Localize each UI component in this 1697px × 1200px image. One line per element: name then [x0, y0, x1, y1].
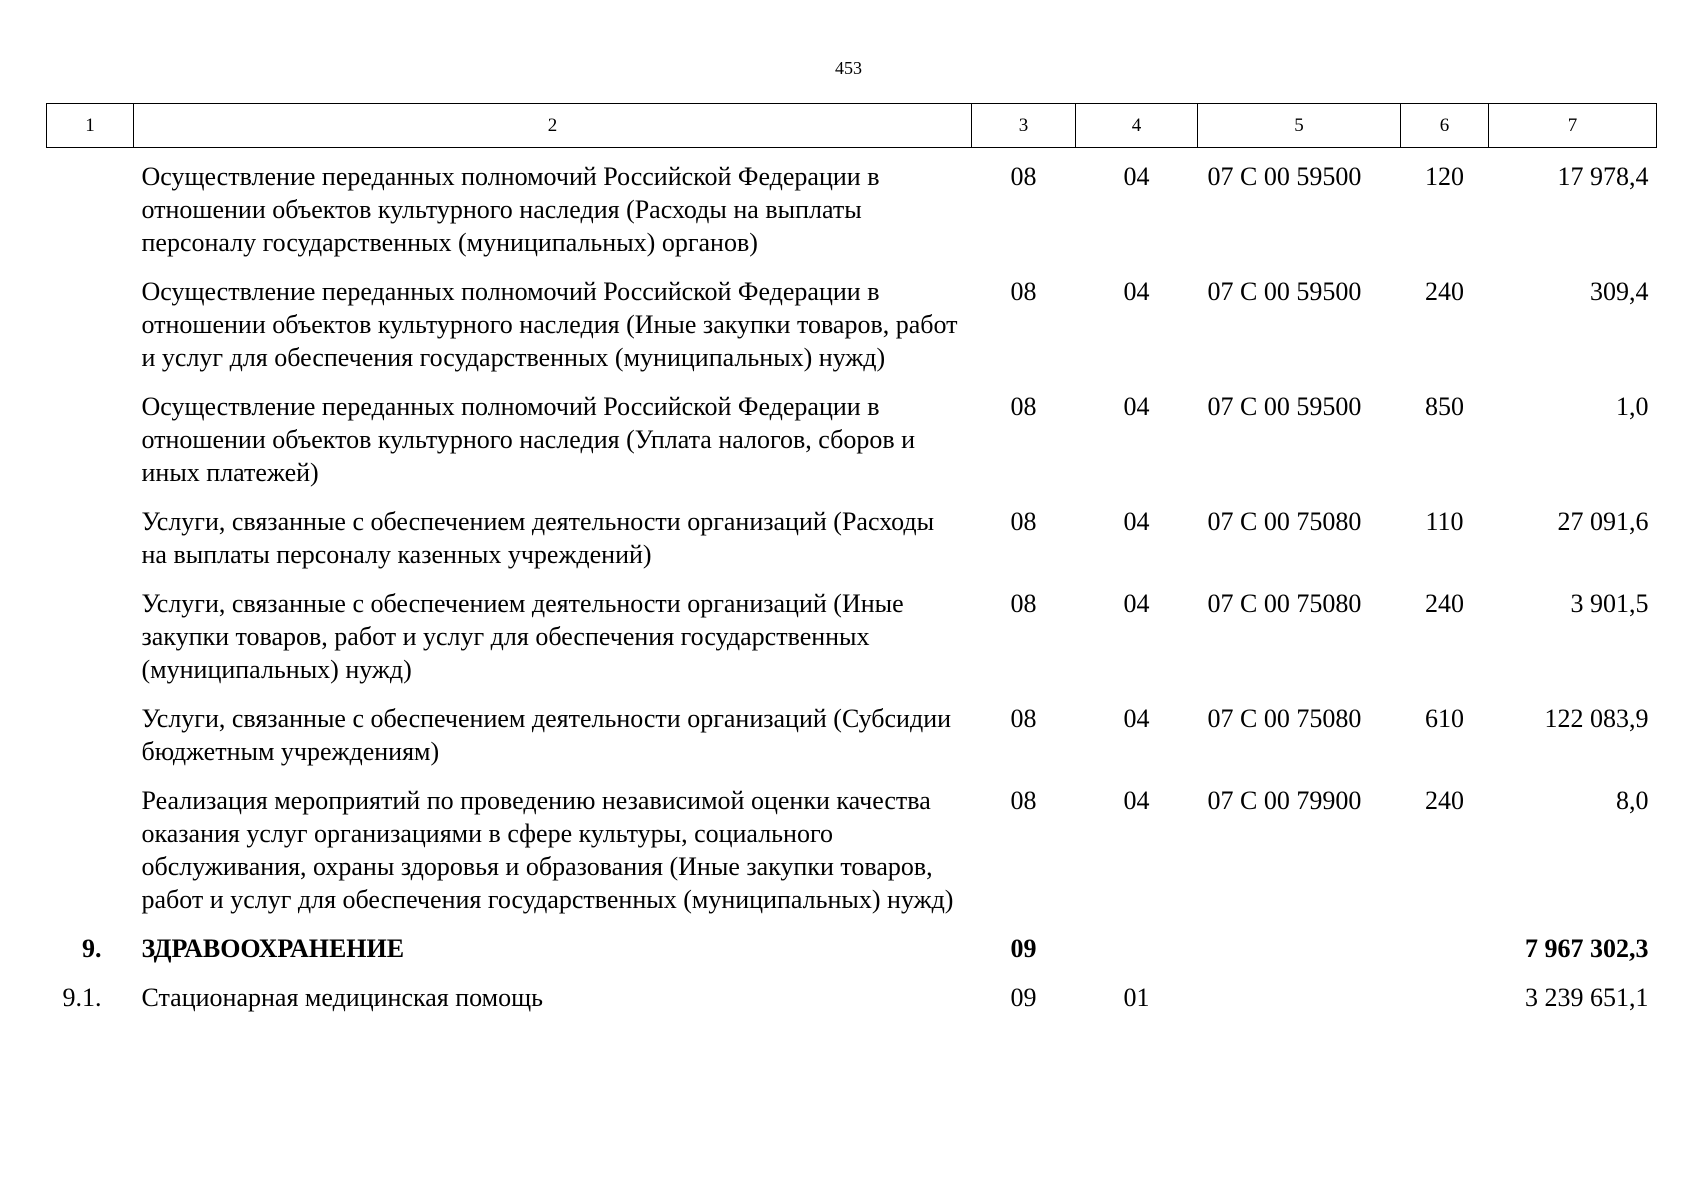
row-number [47, 778, 134, 926]
row-expense-type: 110 [1425, 507, 1464, 536]
row-expense-type: 240 [1425, 277, 1464, 306]
row-expense-type [1401, 926, 1489, 975]
row-subsection: 04 [1123, 162, 1150, 191]
row-name: ЗДРАВООХРАНЕНИЕ [141, 934, 405, 963]
table-row [47, 148, 1657, 270]
row-amount: 3 901,5 [1570, 589, 1649, 618]
row-section: 08 [1010, 507, 1037, 536]
row-subsection: 04 [1123, 392, 1150, 421]
row-expense-type: 120 [1425, 162, 1464, 191]
row-amount: 3 239 651,1 [1525, 983, 1649, 1012]
row-amount: 17 978,4 [1557, 162, 1649, 191]
row-name: Осуществление переданных полномочий Российской Федерации в отношении объектов культурного наследия (Уплата налогов, сборов и иных платежей) [141, 392, 916, 487]
header-col-1: 1 [47, 104, 134, 148]
table-row [47, 269, 1657, 384]
row-number: 9. [82, 934, 102, 963]
header-col-5: 5 [1198, 104, 1401, 148]
row-subsection: 04 [1123, 507, 1150, 536]
row-amount: 8,0 [1616, 786, 1649, 815]
row-section: 08 [1010, 277, 1037, 306]
row-expense-type [1401, 975, 1489, 1024]
row-name: Услуги, связанные с обеспечением деятельности организаций (Расходы на выплаты персоналу казенных учреждений) [141, 507, 935, 569]
row-section: 08 [1010, 704, 1037, 733]
row-amount: 7 967 302,3 [1525, 934, 1649, 963]
header-col-7: 7 [1489, 104, 1657, 148]
header-col-3: 3 [972, 104, 1076, 148]
row-target-code: 07 С 00 59500 [1207, 277, 1362, 306]
row-subsection: 01 [1123, 983, 1150, 1012]
row-subsection [1076, 926, 1198, 975]
row-expense-type: 240 [1425, 589, 1464, 618]
table-row [47, 778, 1657, 926]
row-target-code [1198, 975, 1401, 1024]
row-number [47, 581, 134, 696]
row-name: Стационарная медицинская помощь [141, 983, 543, 1012]
row-name: Услуги, связанные с обеспечением деятельности организаций (Субсидии бюджетным учреждениям) [141, 704, 952, 766]
row-section: 08 [1010, 392, 1037, 421]
row-expense-type: 610 [1425, 704, 1464, 733]
row-number: 9.1. [62, 983, 102, 1012]
row-subsection: 04 [1123, 589, 1150, 618]
row-expense-type: 240 [1425, 786, 1464, 815]
row-target-code [1198, 926, 1401, 975]
row-target-code: 07 С 00 75080 [1207, 507, 1362, 536]
row-amount: 27 091,6 [1557, 507, 1649, 536]
row-name: Услуги, связанные с обеспечением деятельности организаций (Иные закупки товаров, работ и услуг для обеспечения государственных (муниципальных) нужд) [141, 589, 904, 684]
row-section: 08 [1010, 786, 1037, 815]
row-number [47, 696, 134, 778]
header-col-4: 4 [1076, 104, 1198, 148]
header-col-2: 2 [134, 104, 972, 148]
table-row [47, 696, 1657, 778]
row-section: 08 [1010, 162, 1037, 191]
table-row [47, 499, 1657, 581]
row-name: Осуществление переданных полномочий Российской Федерации в отношении объектов культурного наследия (Расходы на выплаты персоналу государственных (муниципальных) органов) [141, 162, 880, 257]
row-expense-type: 850 [1425, 392, 1464, 421]
header-col-6: 6 [1401, 104, 1489, 148]
row-number [47, 269, 134, 384]
row-number [47, 499, 134, 581]
row-section: 08 [1010, 589, 1037, 618]
row-section: 09 [1010, 983, 1037, 1012]
table-row [47, 384, 1657, 499]
page-number: 453 [835, 58, 862, 78]
row-target-code: 07 С 00 59500 [1207, 392, 1362, 421]
row-amount: 309,4 [1590, 277, 1649, 306]
table-row [47, 975, 1657, 1024]
row-target-code: 07 С 00 75080 [1207, 589, 1362, 618]
row-target-code: 07 С 00 59500 [1207, 162, 1362, 191]
row-number [47, 384, 134, 499]
table-row-section-total [47, 926, 1657, 975]
row-amount: 1,0 [1616, 392, 1649, 421]
row-name: Осуществление переданных полномочий Российской Федерации в отношении объектов культурного наследия (Иные закупки товаров, работ и услуг для обеспечения государственных (муниципальных) нужд) [141, 277, 958, 372]
row-number [47, 148, 134, 270]
row-subsection: 04 [1123, 786, 1150, 815]
header-row [47, 104, 1657, 148]
row-amount: 122 083,9 [1544, 704, 1649, 733]
row-section: 09 [1010, 934, 1037, 963]
row-target-code: 07 С 00 75080 [1207, 704, 1362, 733]
row-target-code: 07 С 00 79900 [1207, 786, 1362, 815]
row-subsection: 04 [1123, 277, 1150, 306]
table-row [47, 581, 1657, 696]
row-subsection: 04 [1123, 704, 1150, 733]
row-name: Реализация мероприятий по проведению независимой оценки качества оказания услуг организациями в сфере культуры, социального обслуживания, охраны здоровья и образования (Иные закупки товаров, работ и услуг для обеспечения государственных (муниципальных) нужд) [141, 786, 954, 914]
budget-table [46, 103, 1657, 1024]
